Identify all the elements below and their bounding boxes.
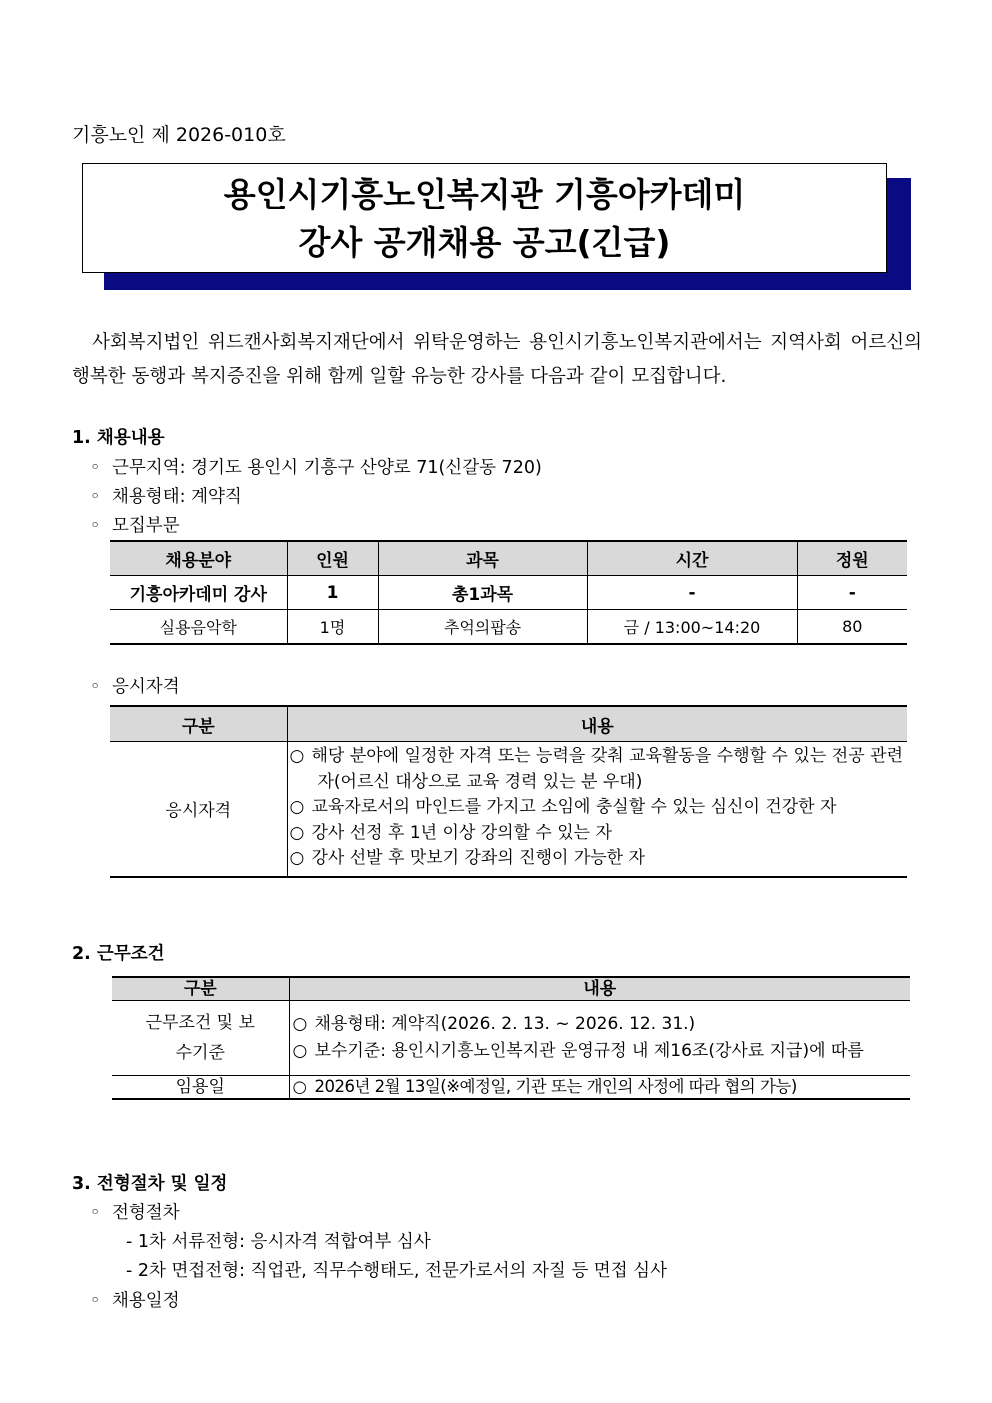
list-item-text: 전형절차 [112, 1203, 180, 1223]
table-cell: - [797, 576, 907, 610]
condition-line: ○ 보수기준: 용인시기흥노인복지관 운영규정 내 제16조(강사료 지급)에 따름 [293, 1038, 907, 1065]
list-item-text: 응시자격 [112, 677, 180, 697]
table-header-row [112, 977, 910, 1001]
table-row [110, 742, 907, 877]
qualification-line: ○ 교육자로서의 마인드를 가지고 소임에 충실할 수 있는 심신이 건강한 자 [290, 795, 904, 821]
table-cell: 80 [797, 610, 907, 645]
section2-heading: 2. 근무조건 [72, 944, 165, 964]
table-header-cell: 과목 [378, 541, 587, 576]
table-row [112, 1076, 910, 1100]
condition-line: ○ 채용형태: 계약직(2026. 2. 13. ~ 2026. 12. 31.) [293, 1011, 907, 1038]
list-item [90, 1199, 180, 1224]
table-cell [289, 1001, 910, 1076]
bullet-icon: ◦ [90, 458, 101, 478]
qualification-line: ○ 해당 분야에 일정한 자격 또는 능력을 갖춰 교육활동을 수행할 수 있는 전공 관련자(어르신 대상으로 교육 경력 있는 분 우대) [289, 746, 903, 792]
table-cell: 1명 [287, 610, 378, 645]
table-header-cell: 인원 [287, 541, 378, 576]
bullet-icon: ◦ [90, 487, 101, 507]
table-cell: 1 [287, 576, 378, 610]
list-item [90, 1287, 180, 1312]
bullet-icon: ◦ [90, 1291, 101, 1311]
table-cell: 임용일 [112, 1076, 289, 1100]
sub-list-item: - 1차 서류전형: 응시자격 적합여부 심사 [126, 1232, 431, 1252]
table-header-cell: 구분 [110, 706, 287, 742]
circle-bullet-icon: ○ [289, 848, 305, 868]
table-header-row [110, 541, 907, 576]
bullet-icon: ◦ [90, 516, 101, 536]
table-cell: 근무조건 및 보수기준 [112, 1001, 289, 1076]
circle-bullet-icon: ○ [292, 1041, 308, 1061]
circle-bullet-icon: ○ [292, 1077, 307, 1096]
table-cell: 실용음악학 [110, 610, 287, 645]
table-header-row [110, 706, 907, 742]
list-item-text: 채용형태: 계약직 [112, 487, 242, 507]
table-row [112, 1001, 910, 1076]
table-header-cell: 채용분야 [110, 541, 287, 576]
list-item-text: 모집부문 [112, 516, 180, 536]
title-box [82, 163, 887, 273]
work-conditions-table [112, 976, 910, 1100]
qualification-table [110, 705, 907, 878]
table-cell: 금 / 13:00~14:20 [587, 610, 797, 645]
table-cell: - [587, 576, 797, 610]
qualification-line: ○ 강사 선정 후 1년 이상 강의할 수 있는 자 [290, 821, 904, 847]
circle-bullet-icon: ○ [289, 822, 305, 843]
list-item-text: 근무지역: 경기도 용인시 기흥구 산양로 71(신갈동 720) [112, 458, 542, 478]
section3-heading: 3. 전형절차 및 일정 [72, 1174, 228, 1194]
table-row [110, 576, 907, 610]
title-line-1: 용인시기흥노인복지관 기흥아카데미 [223, 175, 746, 214]
table-header-cell: 시간 [587, 541, 797, 576]
circle-bullet-icon: ○ [289, 746, 305, 766]
table-cell: 추억의팝송 [378, 610, 587, 645]
table-header-cell: 정원 [797, 541, 907, 576]
list-item [90, 673, 180, 698]
bullet-icon: ◦ [90, 677, 101, 697]
table-cell: 응시자격 [110, 742, 287, 877]
list-item [90, 454, 542, 479]
circle-bullet-icon: ○ [289, 797, 305, 817]
section1-heading: 1. 채용내용 [72, 428, 165, 448]
list-item [90, 483, 242, 508]
sub-list-item: - 2차 면접전형: 직업관, 직무수행태도, 전문가로서의 자질 등 면접 심사 [126, 1261, 667, 1281]
list-item [90, 512, 180, 537]
table-cell: ○ 2026년 2월 13일(※예정일, 기관 또는 개인의 사정에 따라 협의 가능) [289, 1076, 910, 1100]
table-header-cell: 내용 [287, 706, 907, 742]
table-row [110, 610, 907, 645]
document-number: 기흥노인 제 2026-010호 [72, 124, 286, 146]
bullet-icon: ◦ [90, 1203, 101, 1223]
table-cell: 기흥아카데미 강사 [110, 576, 287, 610]
qualification-line: ○ 강사 선발 후 맛보기 강좌의 진행이 가능한 자 [290, 846, 904, 872]
table-cell: 총1과목 [378, 576, 587, 610]
circle-bullet-icon: ○ [292, 1014, 308, 1034]
list-item-text: 채용일정 [112, 1291, 180, 1311]
table-header-cell: 구분 [112, 977, 289, 1001]
table-cell [287, 742, 907, 877]
recruitment-table [110, 540, 907, 645]
intro-paragraph: 사회복지법인 위드캔사회복지재단에서 위탁운영하는 용인시기흥노인복지관에서는 지역사회 어르신의 행복한 동행과 복지증진을 위해 함께 일할 유능한 강사를 다음과 같이 모집합니다. [72, 332, 922, 387]
table-header-cell: 내용 [289, 977, 910, 1001]
title-line-2: 강사 공개채용 공고(긴급) [298, 223, 671, 262]
